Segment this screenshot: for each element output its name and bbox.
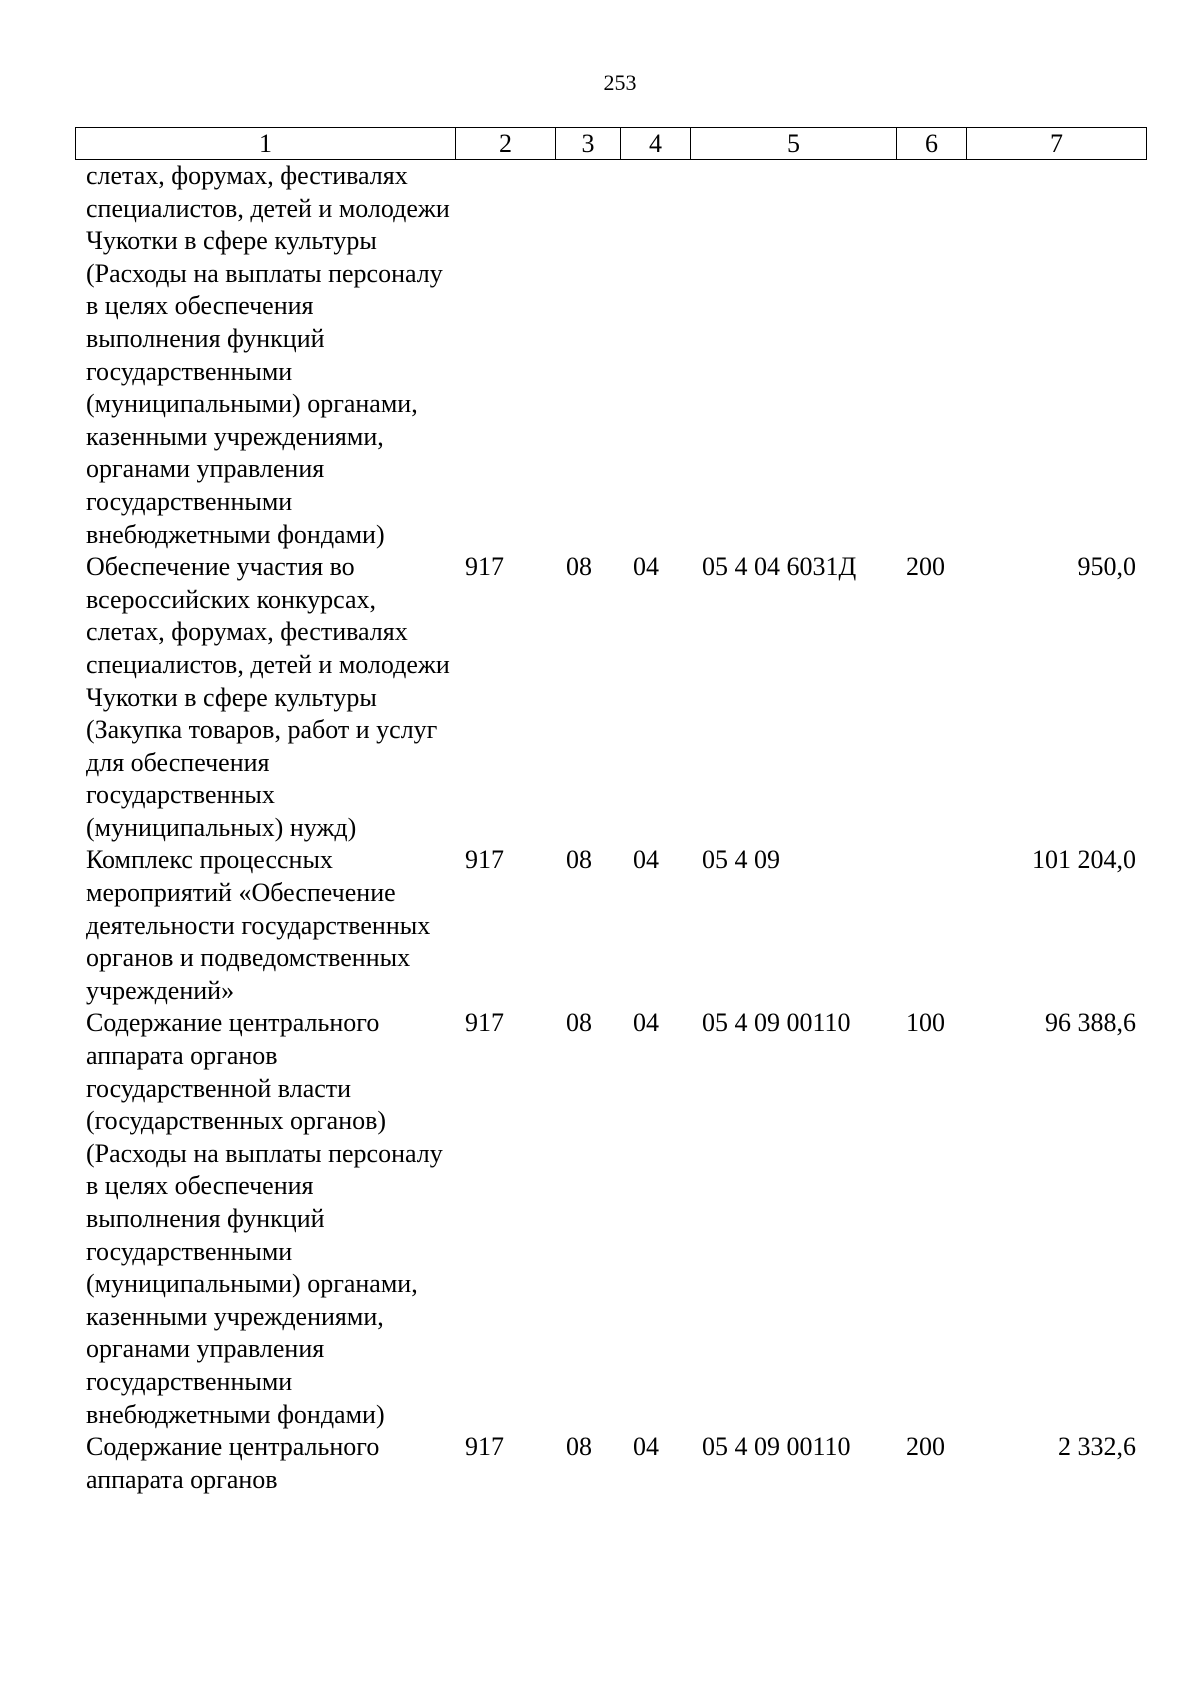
subsection-code-cell: 04 [633,1008,659,1038]
table-header [75,127,1147,160]
row-name-cell: Комплекс процессных мероприятий «Обеспечение деятельности государственных органов и подведомственных учреждений» [86,845,431,1005]
column-header: 2 [456,128,556,160]
section-code-cell: 08 [566,1432,592,1462]
table-row [75,1007,1146,1431]
row-name-cell: Содержание центрального аппарата органов государственной власти (государственных органов) (Расходы на выплаты персоналу в целях обеспечения выполнения функций государственными (муниципальными) органами, казенными учреждениями, органами управления государственными внебюджетными фондами) [86,1008,443,1429]
expense-type-cell: 100 [906,1008,945,1038]
column-header: 4 [621,128,691,160]
section-code-cell: 08 [566,1008,592,1038]
ministry-code-cell: 917 [465,845,504,875]
ministry-code-cell: 917 [465,552,504,582]
column-header: 5 [691,128,897,160]
expense-type-cell [896,160,966,551]
subsection-code-cell [620,160,690,551]
amount-cell: 96 388,6 [1045,1008,1136,1038]
ministry-code-cell [455,160,555,551]
section-code-cell: 08 [566,552,592,582]
column-header: 3 [556,128,621,160]
expense-type-cell [896,844,966,1007]
amount-cell: 2 332,6 [1058,1432,1136,1462]
page-number: 253 [603,70,637,95]
target-article-cell: 05 4 04 6031Д [702,552,857,582]
row-name-cell: Содержание центрального аппарата органов [86,1432,380,1494]
table-row [75,844,1146,1007]
ministry-code-cell: 917 [465,1008,504,1038]
amount-cell [966,160,1146,551]
table-row [75,160,1146,551]
expense-type-cell: 200 [906,1432,945,1462]
header-row [76,128,1147,160]
section-code-cell: 08 [566,845,592,875]
ministry-code-cell: 917 [465,1432,504,1462]
target-article-cell: 05 4 09 [702,845,780,875]
section-code-cell [555,160,620,551]
amount-cell: 950,0 [1077,552,1136,582]
row-name-cell: слетах, форумах, фестивалях специалистов, детей и молодежи Чукотки в сфере культуры (Расходы на выплаты персоналу в целях обеспечения выполнения функций государственными (муниципальными) органами, казенными учреждениями, органами управления государственными внебюджетными фондами) [86,161,450,549]
budget-table [75,160,1146,1496]
table-row [75,551,1146,844]
subsection-code-cell: 04 [633,845,659,875]
expense-type-cell: 200 [906,552,945,582]
column-header: 6 [897,128,967,160]
column-header: 1 [76,128,456,160]
target-article-cell [690,160,896,551]
amount-cell: 101 204,0 [1032,845,1136,875]
row-name-cell: Обеспечение участия во всероссийских конкурсах, слетах, форумах, фестивалях специалистов, детей и молодежи Чукотки в сфере культуры (Закупка товаров, работ и услуг для обеспечения государственных (муниципальных) нужд) [86,552,450,842]
subsection-code-cell: 04 [633,552,659,582]
subsection-code-cell: 04 [633,1432,659,1462]
target-article-cell: 05 4 09 00110 [702,1432,851,1462]
column-header: 7 [967,128,1147,160]
target-article-cell: 05 4 09 00110 [702,1008,851,1038]
table-row [75,1431,1146,1496]
